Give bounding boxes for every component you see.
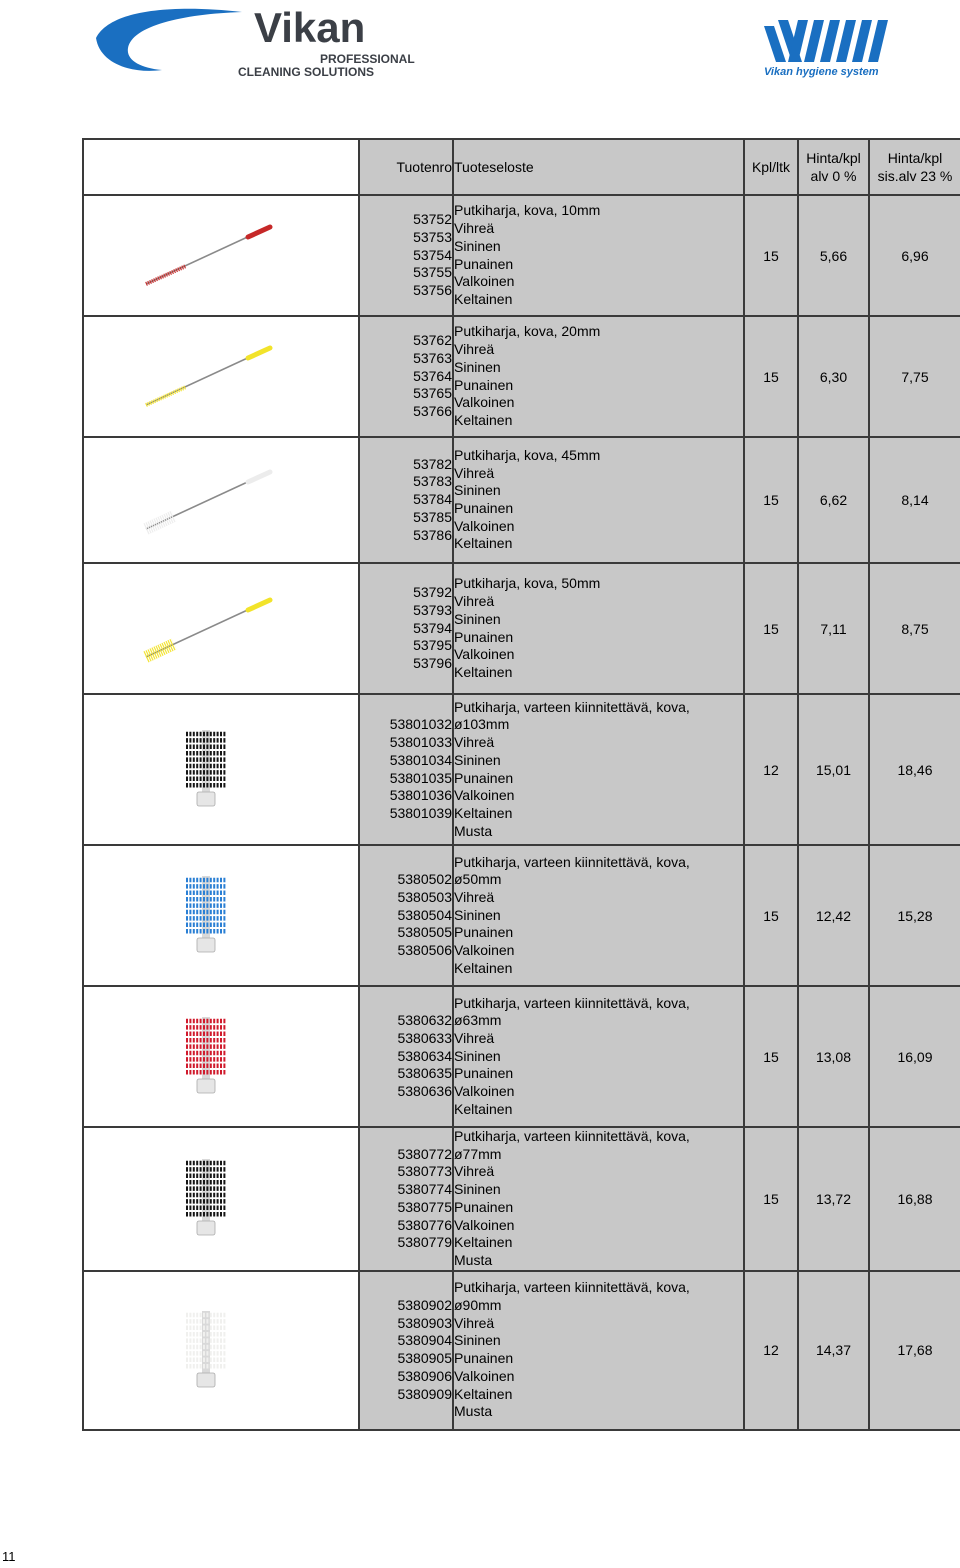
description-line: Keltainen — [454, 959, 513, 976]
description-line: Sininen — [454, 358, 501, 375]
product-image-cell — [83, 195, 359, 316]
product-code: 53783 — [413, 473, 452, 490]
description-line: Valkoinen — [454, 1083, 515, 1100]
price-ex-vat: 14,37 — [798, 1271, 869, 1430]
table-row — [83, 563, 960, 694]
pipe-brush-thin-yellow-icon — [136, 335, 276, 418]
price-ex-vat: 7,11 — [798, 563, 869, 694]
product-code: 53792 — [413, 584, 452, 601]
product-description — [453, 563, 744, 694]
product-code: 5380774 — [397, 1181, 452, 1198]
price-ex-vat: 15,01 — [798, 694, 869, 845]
description-line: Punainen — [454, 924, 514, 941]
description-line: Sininen — [454, 751, 501, 768]
product-codes — [359, 563, 453, 694]
description-line: Vihreä — [454, 464, 495, 481]
description-line: Punainen — [454, 769, 514, 786]
price-ex-vat: 12,42 — [798, 845, 869, 986]
description-line: Sininen — [454, 906, 501, 923]
vikan-logo-wordmark: Vikan — [254, 4, 366, 51]
page-number: 11 — [2, 1549, 16, 1564]
table-row — [83, 437, 960, 563]
description-line: Keltainen — [454, 535, 513, 552]
header-price-inc-vat-line1: Hinta/kpl — [887, 150, 943, 166]
product-code: 5380632 — [397, 1012, 452, 1029]
description-line: Valkoinen — [454, 1367, 515, 1384]
product-code: 5380634 — [397, 1047, 452, 1064]
product-code: 5380909 — [397, 1385, 452, 1402]
product-code: 5380635 — [397, 1065, 452, 1082]
price-inc-vat: 15,28 — [869, 845, 960, 986]
pack-quantity: 15 — [744, 437, 798, 563]
description-line: Sininen — [454, 482, 501, 499]
product-image-cell — [83, 1271, 359, 1430]
product-code: 5380903 — [397, 1314, 452, 1331]
product-codes — [359, 694, 453, 845]
price-inc-vat: 8,75 — [869, 563, 960, 694]
product-code: 5380503 — [397, 888, 452, 905]
page-header — [0, 0, 960, 100]
description-line: Keltainen — [454, 411, 513, 428]
description-line: ø90mm — [454, 1297, 502, 1314]
brush-head-white-icon — [181, 1307, 231, 1394]
description-line: Musta — [454, 1403, 493, 1420]
table-row — [83, 845, 960, 986]
product-description — [453, 986, 744, 1127]
description-line: Punainen — [454, 1198, 514, 1215]
product-code: 53801035 — [389, 769, 452, 786]
product-image-cell — [83, 986, 359, 1127]
table-row — [83, 195, 960, 316]
vikan-logo — [92, 4, 432, 82]
price-ex-vat: 13,72 — [798, 1127, 869, 1271]
price-inc-vat: 8,14 — [869, 437, 960, 563]
description-line: Musta — [454, 822, 493, 839]
table-row — [83, 316, 960, 437]
brush-head-black-icon — [181, 726, 231, 813]
product-code: 53754 — [413, 246, 452, 263]
description-line: Vihreä — [454, 341, 495, 358]
price-inc-vat: 17,68 — [869, 1271, 960, 1430]
product-codes — [359, 1271, 453, 1430]
description-line: ø103mm — [454, 716, 510, 733]
price-ex-vat: 5,66 — [798, 195, 869, 316]
description-line: Valkoinen — [454, 1216, 515, 1233]
product-image-cell — [83, 1127, 359, 1271]
description-line: Keltainen — [454, 290, 513, 307]
pipe-brush-yellow-icon — [136, 587, 276, 670]
table-header-row — [83, 139, 960, 195]
product-description — [453, 195, 744, 316]
description-title: Putkiharja, varteen kiinnitettävä, kova, — [454, 853, 690, 870]
price-inc-vat: 18,46 — [869, 694, 960, 845]
product-code: 53762 — [413, 332, 452, 349]
header-code: Tuotenro — [359, 139, 453, 195]
product-description — [453, 437, 744, 563]
description-line: Keltainen — [454, 1385, 513, 1402]
product-code: 5380633 — [397, 1029, 452, 1046]
product-code: 53756 — [413, 282, 452, 299]
product-code: 53795 — [413, 637, 452, 654]
description-line: Keltainen — [454, 804, 513, 821]
table-row — [83, 694, 960, 845]
description-line: Sininen — [454, 1332, 501, 1349]
table-row — [83, 986, 960, 1127]
vikan-logo-tagline-2: CLEANING SOLUTIONS — [238, 65, 375, 79]
description-line: Punainen — [454, 1065, 514, 1082]
description-title: Putkiharja, kova, 10mm — [454, 202, 601, 219]
price-ex-vat: 6,30 — [798, 316, 869, 437]
product-code: 53753 — [413, 228, 452, 245]
description-line: Vihreä — [454, 1314, 495, 1331]
description-line: Musta — [454, 1251, 493, 1268]
vikan-hygiene-system-text: Vikan hygiene system — [764, 66, 879, 78]
product-description — [453, 845, 744, 986]
product-code: 53766 — [413, 403, 452, 420]
header-price-inc-vat — [869, 139, 960, 195]
description-line: Vihreä — [454, 220, 495, 237]
description-line: Punainen — [454, 376, 514, 393]
description-title: Putkiharja, kova, 50mm — [454, 575, 601, 592]
product-codes — [359, 986, 453, 1127]
price-inc-vat: 16,09 — [869, 986, 960, 1127]
product-description — [453, 1127, 744, 1271]
product-table — [82, 138, 960, 1431]
product-code: 53784 — [413, 491, 452, 508]
description-line: Punainen — [454, 500, 514, 516]
product-code: 5380902 — [397, 1297, 452, 1314]
product-codes — [359, 845, 453, 986]
header-description: Tuoteseloste — [453, 139, 744, 195]
description-title: Putkiharja, varteen kiinnitettävä, kova, — [454, 1279, 690, 1296]
description-line: Keltainen — [454, 1234, 513, 1251]
product-code: 53786 — [413, 526, 452, 543]
description-title: Putkiharja, varteen kiinnitettävä, kova, — [454, 1128, 690, 1144]
description-line: Vihreä — [454, 1163, 495, 1180]
product-code: 53765 — [413, 385, 452, 402]
product-code: 53801039 — [389, 804, 452, 821]
pack-quantity: 12 — [744, 694, 798, 845]
product-code: 5380779 — [397, 1234, 452, 1251]
pipe-brush-white-icon — [136, 459, 276, 542]
table-row — [83, 1271, 960, 1430]
description-line: Punainen — [454, 1350, 514, 1367]
product-description — [453, 694, 744, 845]
product-code: 53801034 — [389, 751, 452, 768]
price-ex-vat: 6,62 — [798, 437, 869, 563]
product-code: 53752 — [413, 211, 452, 228]
product-code: 53801036 — [389, 787, 452, 804]
product-code: 53796 — [413, 655, 452, 672]
price-inc-vat: 7,75 — [869, 316, 960, 437]
pack-quantity: 15 — [744, 316, 798, 437]
product-code: 5380773 — [397, 1163, 452, 1180]
product-description — [453, 316, 744, 437]
description-line: Sininen — [454, 237, 501, 254]
product-code: 53793 — [413, 601, 452, 618]
description-line: Vihreä — [454, 888, 495, 905]
product-code: 5380502 — [397, 871, 452, 888]
product-code: 5380504 — [397, 906, 452, 923]
brush-head-blue-icon — [181, 872, 231, 959]
product-code: 53764 — [413, 367, 452, 384]
pack-quantity: 15 — [744, 563, 798, 694]
vikan-logo-tagline-1: PROFESSIONAL — [320, 52, 415, 66]
description-line: Valkoinen — [454, 517, 515, 534]
product-code: 53755 — [413, 264, 452, 281]
product-code: 5380905 — [397, 1350, 452, 1367]
product-codes — [359, 316, 453, 437]
pack-quantity: 12 — [744, 1271, 798, 1430]
description-line: ø77mm — [454, 1145, 502, 1162]
description-title: Putkiharja, varteen kiinnitettävä, kova, — [454, 698, 690, 715]
pack-quantity: 15 — [744, 1127, 798, 1271]
description-line: ø63mm — [454, 1012, 502, 1029]
description-line: Keltainen — [454, 663, 513, 680]
brush-head-red-icon — [181, 1013, 231, 1100]
vikan-hygiene-system-logo — [762, 18, 892, 80]
description-line: ø50mm — [454, 871, 502, 888]
description-line: Sininen — [454, 1047, 501, 1064]
product-code: 53794 — [413, 619, 452, 636]
vikan-hygiene-system-stripes — [764, 20, 888, 62]
product-code: 53801033 — [389, 734, 452, 751]
product-description — [453, 1271, 744, 1430]
header-pack: Kpl/ltk — [744, 139, 798, 195]
table-row — [83, 1127, 960, 1271]
product-code: 53801032 — [389, 716, 452, 733]
product-image-cell — [83, 437, 359, 563]
price-inc-vat: 16,88 — [869, 1127, 960, 1271]
description-line: Punainen — [454, 255, 514, 272]
header-price-ex-vat — [798, 139, 869, 195]
product-code: 5380506 — [397, 942, 452, 959]
product-image-cell — [83, 694, 359, 845]
product-codes — [359, 437, 453, 563]
pack-quantity: 15 — [744, 986, 798, 1127]
description-line: Sininen — [454, 610, 501, 627]
description-line: Punainen — [454, 628, 514, 645]
price-inc-vat: 6,96 — [869, 195, 960, 316]
product-image-cell — [83, 563, 359, 694]
product-codes — [359, 195, 453, 316]
header-price-ex-vat-line1: Hinta/kpl — [806, 150, 861, 166]
product-image-cell — [83, 316, 359, 437]
product-code: 5380636 — [397, 1083, 452, 1100]
product-code: 53785 — [413, 508, 452, 525]
header-price-inc-vat-line2: sis.alv 23 % — [877, 168, 953, 184]
pipe-brush-thin-red-icon — [136, 214, 276, 297]
description-line: Valkoinen — [454, 942, 515, 959]
product-code: 5380904 — [397, 1332, 452, 1349]
product-code: 5380776 — [397, 1216, 452, 1233]
description-line: Keltainen — [454, 1100, 513, 1117]
price-ex-vat: 13,08 — [798, 986, 869, 1127]
product-codes — [359, 1127, 453, 1271]
description-line: Valkoinen — [454, 787, 515, 804]
description-title: Putkiharja, kova, 20mm — [454, 323, 601, 340]
pack-quantity: 15 — [744, 845, 798, 986]
description-line: Vihreä — [454, 734, 495, 751]
product-code: 5380772 — [397, 1145, 452, 1162]
description-line: Sininen — [454, 1181, 501, 1198]
description-line: Vihreä — [454, 1029, 495, 1046]
product-code: 53782 — [413, 455, 452, 472]
description-line: Valkoinen — [454, 394, 515, 411]
pack-quantity: 15 — [744, 195, 798, 316]
product-image-cell — [83, 845, 359, 986]
header-image-cell — [83, 139, 359, 195]
description-line: Valkoinen — [454, 646, 515, 663]
vikan-logo-swoosh — [96, 9, 242, 71]
description-title: Putkiharja, kova, 45mm — [454, 446, 601, 463]
product-code: 53763 — [413, 349, 452, 366]
description-title: Putkiharja, varteen kiinnitettävä, kova, — [454, 994, 690, 1011]
product-code: 5380775 — [397, 1198, 452, 1215]
header-price-ex-vat-line2: alv 0 % — [810, 168, 857, 184]
product-code: 5380906 — [397, 1367, 452, 1384]
product-code: 5380505 — [397, 924, 452, 941]
brush-head-black-icon — [181, 1155, 231, 1242]
description-line: Vihreä — [454, 593, 495, 610]
description-line: Valkoinen — [454, 273, 515, 290]
